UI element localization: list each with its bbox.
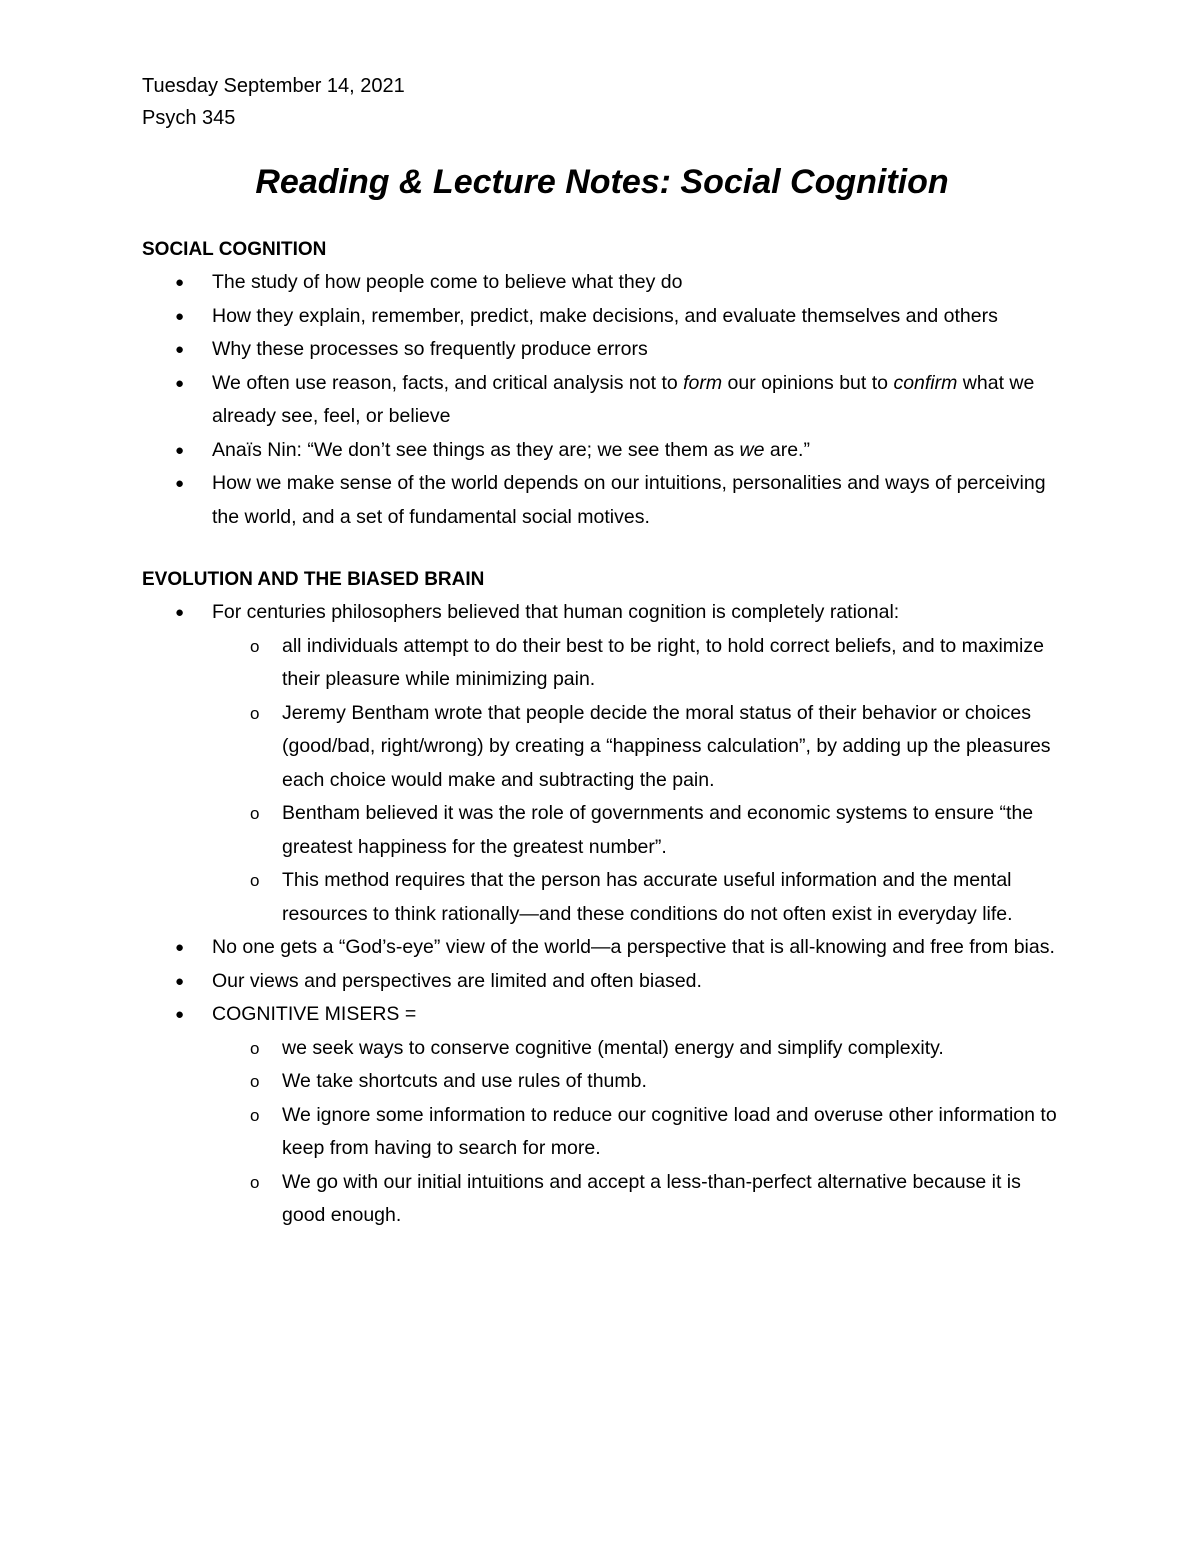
sub-list-item-text: This method requires that the person has accurate useful information and the mental resources to think rationally—and these conditions do not often exist in everyday life. (282, 869, 1013, 925)
section-heading-social-cognition: SOCIAL COGNITION (142, 239, 327, 260)
sub-list-item (212, 797, 1062, 864)
bullet-icon: ● (175, 341, 185, 358)
list-item (142, 300, 1062, 334)
sub-list-item-text: all individuals attempt to do their best to be right, to hold correct beliefs, and to maximize their pleasure while minimizing pain. (282, 634, 1044, 690)
document-title: Reading & Lecture Notes: Social Cognition (255, 163, 949, 201)
date-line: Tuesday September 14, 2021 (142, 75, 405, 97)
emphasis-confirm: confirm (893, 371, 958, 394)
sub-list-item-text: We ignore some information to reduce our cognitive load and overuse other information to keep from having to search for more. (282, 1103, 1057, 1159)
list-item (142, 333, 1062, 367)
list-item-text-part: Anaïs Nin: “We don’t see things as they are; we see them as (212, 438, 740, 461)
emphasis-form: form (683, 371, 723, 394)
bullet-icon: ● (175, 307, 185, 325)
sub-list-item (212, 1099, 1062, 1166)
sub-list-item-text: Jeremy Bentham wrote that people decide the moral status of their behavior or choices (good/bad, right/wrong) by creating a “happiness calculation”, by adding up the pleasures each choice would make and subtracting the pain. (282, 701, 1051, 791)
sub-list-item (212, 864, 1062, 931)
list-item-text: No one gets a “God’s-eye” view of the world—a perspective that is all-knowing and free from bias. (212, 936, 1055, 958)
sub-list (212, 630, 1062, 932)
bullet-icon: ● (175, 441, 185, 459)
sub-list-item-text: we seek ways to conserve cognitive (mental) energy and simplify complexity. (282, 1036, 944, 1059)
document-page (142, 70, 1062, 1233)
list-item (142, 367, 1062, 434)
list-item-text-part: our opinions but to (722, 371, 894, 394)
sub-list-item (212, 1065, 1062, 1099)
list-item-text: For centuries philosophers believed that human cognition is completely rational: (212, 601, 900, 623)
sub-list-item-text: We go with our initial intuitions and accept a less-than-perfect alternative because it is good enough. (282, 1170, 1021, 1226)
sub-bullet-icon: o (250, 636, 260, 656)
sub-list-item-text: Bentham believed it was the role of governments and economic systems to ensure “the greatest happiness for the greatest number”. (282, 802, 1034, 858)
list-item-text: How we make sense of the world depends on our intuitions, personalities and ways of perceiving the world, and a set of fundamental social motives. (212, 472, 1046, 528)
bullet-icon: ● (175, 274, 185, 291)
list-item-text: How they explain, remember, predict, make decisions, and evaluate themselves and others (212, 304, 998, 327)
list-item-text-part: are.” (764, 438, 810, 461)
sub-bullet-icon: o (250, 871, 260, 890)
list-item (142, 434, 1062, 468)
list-item (142, 596, 1062, 931)
bullet-icon: ● (175, 972, 185, 990)
list-item-text: The study of how people come to believe what they do (212, 271, 683, 293)
bullet-icon: ● (175, 374, 185, 392)
social-cognition-list (142, 266, 1062, 534)
sub-list-item-text: We take shortcuts and use rules of thumb. (282, 1070, 647, 1092)
sub-list (212, 1032, 1062, 1233)
list-item (142, 266, 1062, 300)
bullet-icon: ● (175, 475, 185, 492)
sub-bullet-icon: o (250, 1172, 260, 1192)
list-item-text: Why these processes so frequently produce errors (212, 338, 648, 360)
list-item (142, 965, 1062, 999)
sub-list-item (212, 1166, 1062, 1233)
list-item-text: Our views and perspectives are limited and often biased. (212, 969, 702, 992)
sub-bullet-icon: o (250, 1072, 260, 1091)
sub-bullet-icon: o (250, 1105, 260, 1125)
list-item-text: COGNITIVE MISERS = (212, 1003, 417, 1025)
list-item (142, 467, 1062, 534)
sub-bullet-icon: o (250, 804, 260, 823)
bullet-icon: ● (175, 939, 185, 956)
sub-list-item (212, 630, 1062, 697)
course-line: Psych 345 (142, 107, 236, 129)
sub-bullet-icon: o (250, 703, 260, 723)
sub-list-item (212, 697, 1062, 798)
evolution-list (142, 596, 1062, 1233)
sub-bullet-icon: o (250, 1038, 260, 1058)
emphasis-we: we (739, 438, 765, 461)
section-heading-evolution-biased-brain: EVOLUTION AND THE BIASED BRAIN (142, 569, 485, 590)
list-item (142, 931, 1062, 965)
list-item-text-part: what we already see, feel, or believe (212, 371, 1035, 427)
bullet-icon: ● (175, 604, 185, 621)
sub-list-item (212, 1032, 1062, 1066)
bullet-icon: ● (175, 1006, 185, 1023)
list-item-text-part: We often use reason, facts, and critical analysis not to (212, 371, 684, 394)
list-item (142, 998, 1062, 1233)
